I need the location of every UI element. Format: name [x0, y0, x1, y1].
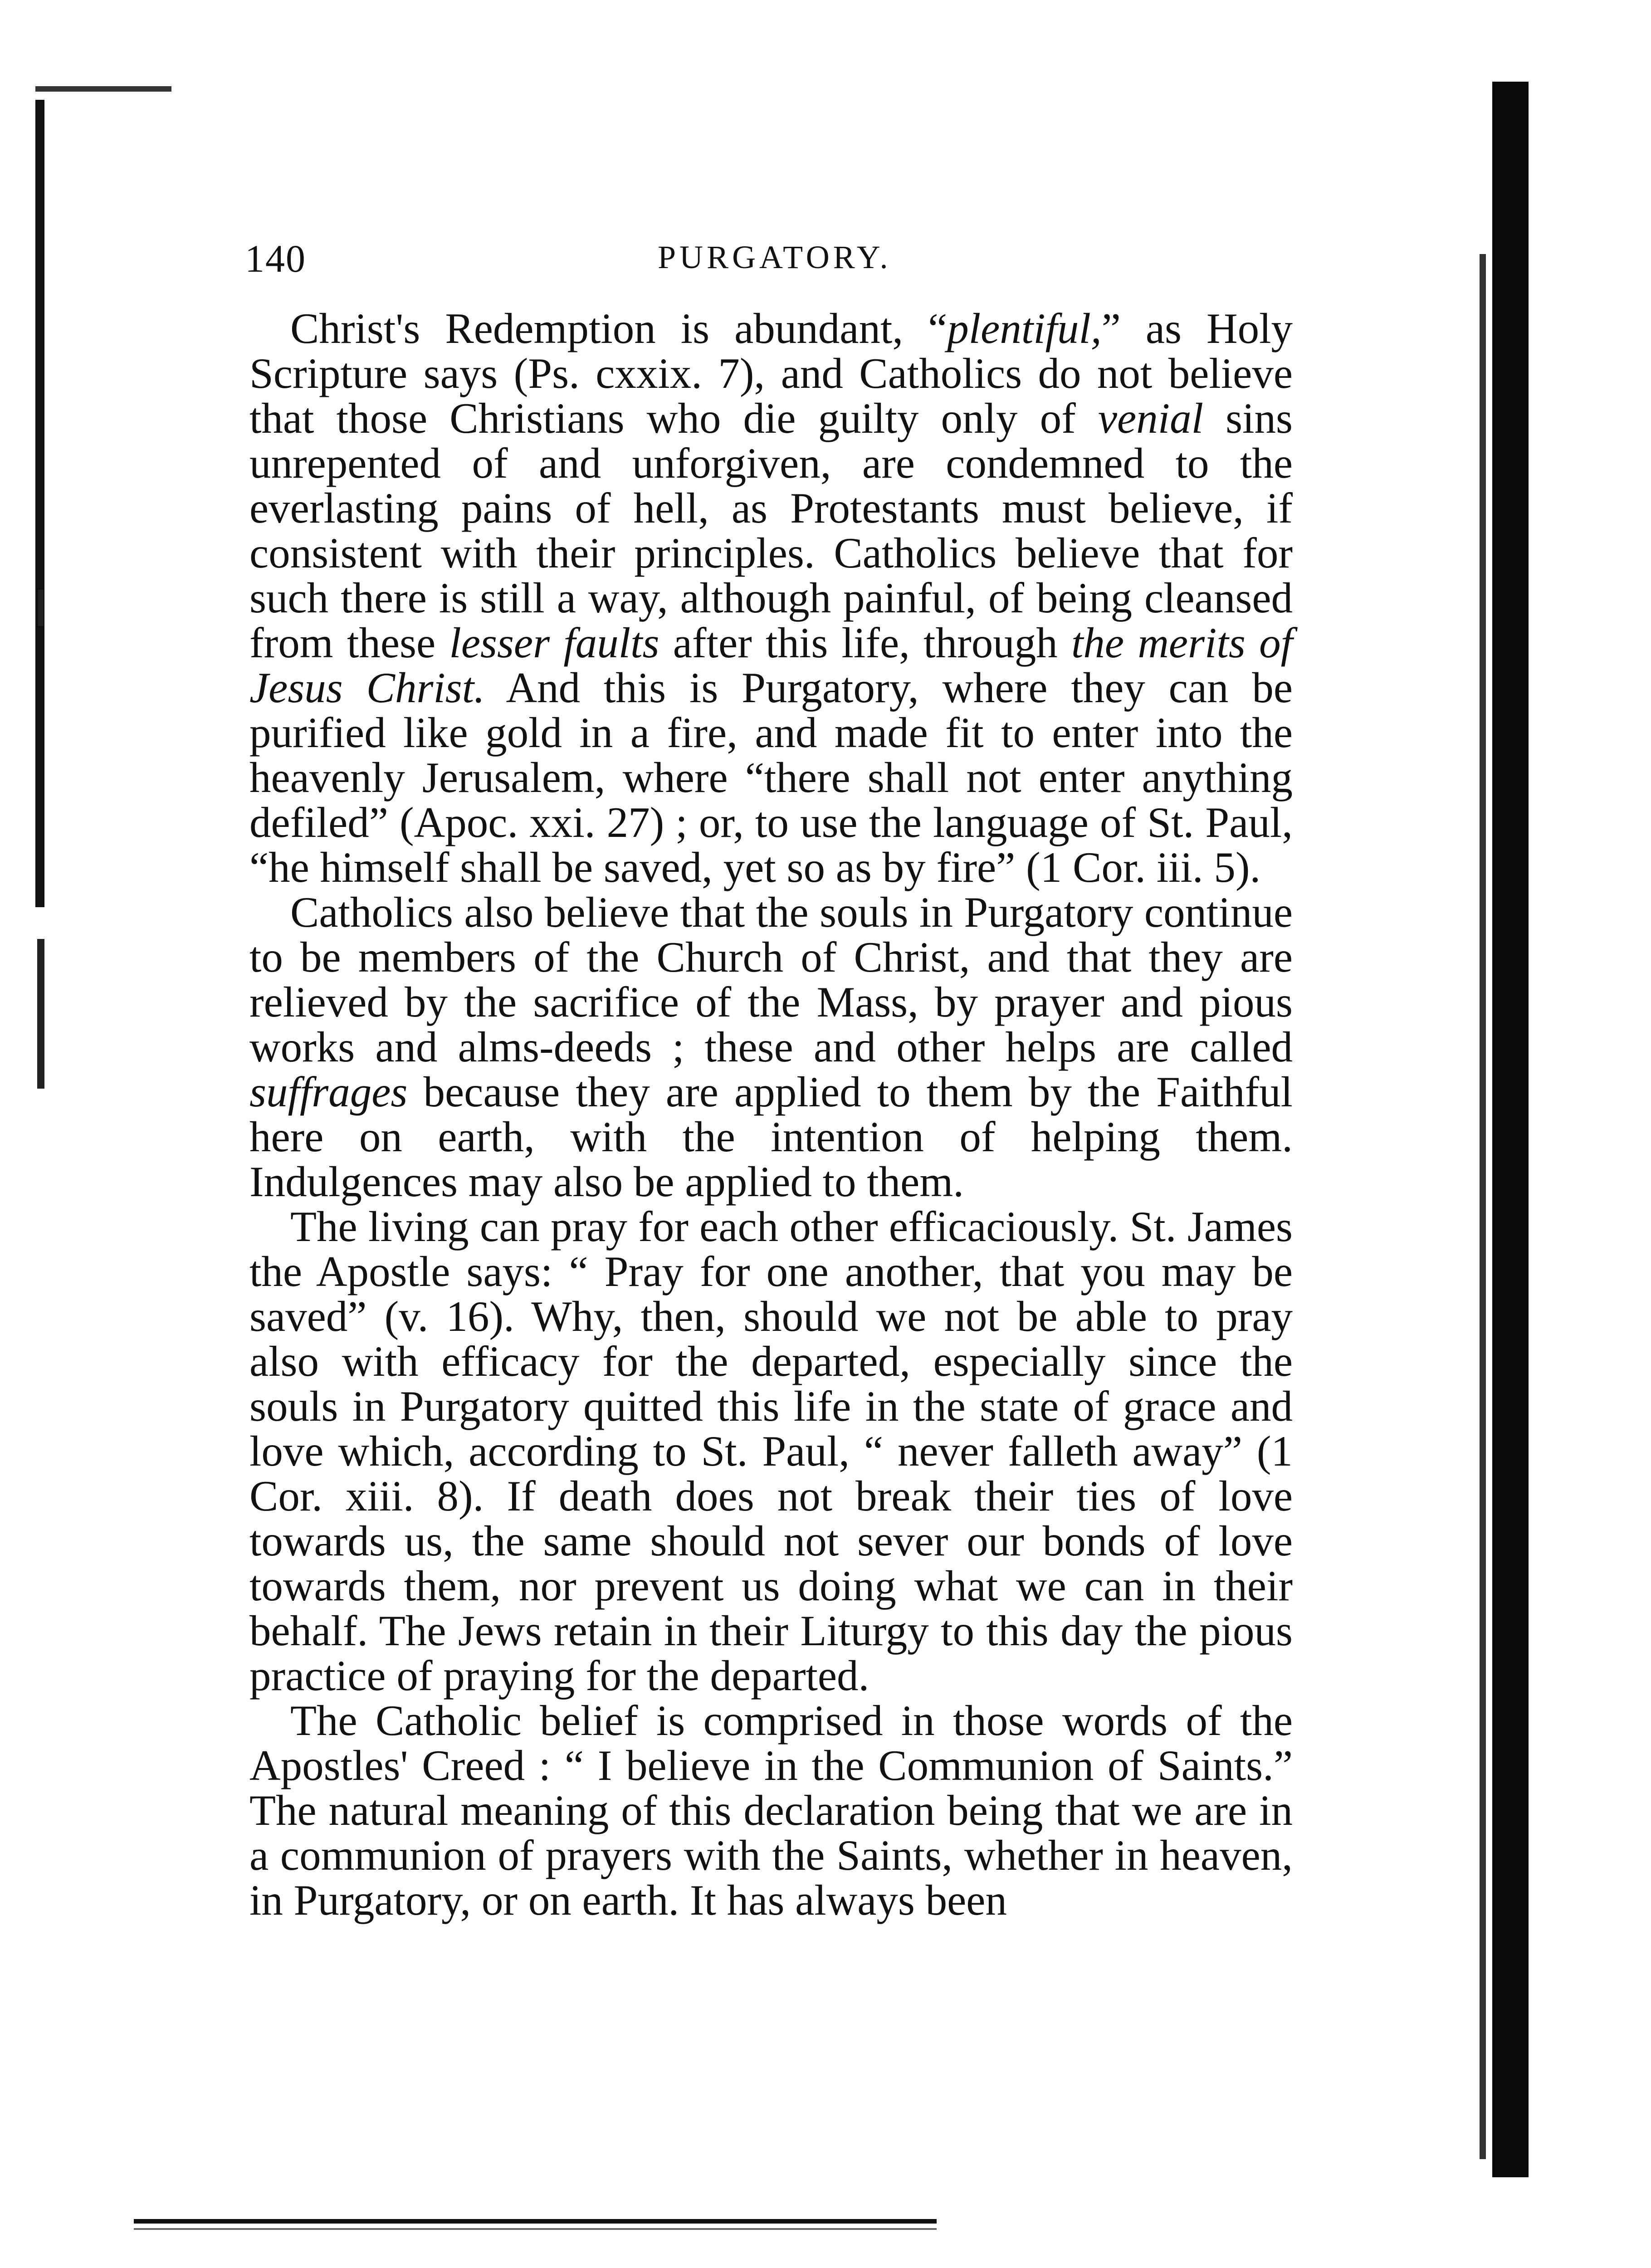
text-segment: And this is Purgatory, where they can be purified like gold in a fire, and made fit to enter into the heavenly Jerusalem, where “there shall not enter anything defiled” (Apoc. xxi. 27) ; or, to use the language of St. Paul, “he himself shall be saved, yet so as by fire” (1 Cor. iii. 5).: [249, 664, 1293, 891]
text-segment: ” as Holy Scripture says (Ps. cxxix. 7), and Catholics do not believe that those Christians who die guilty only of: [249, 304, 1293, 442]
italic-text: suffrages: [249, 1068, 408, 1116]
scan-edge-top-left: [35, 86, 171, 92]
running-title: PURGATORY.: [658, 239, 892, 275]
text-segment: The living can pray for each other efficaciously. St. James the Apostle says: “ Pray for one another, that you may be saved” (v. 16). Why, then, should we not be able to pray also with efficacy for the departed, especially since the souls in Purgatory quitted this life in the state of grace and love which, according to St. Paul, “ never falleth away” (1 Cor. xiii. 8). If death does not break their ties of love towards us, the same should not sever our bonds of love towards them, nor prevent us doing what we can in their behalf. The Jews retain in their Liturgy to this day the pious practice of praying for the departed.: [249, 1202, 1293, 1700]
paragraph: [249, 306, 1293, 890]
text-segment: The Catholic belief is comprised in those words of the Apostles' Creed : “ I believe in the Communion of Saints.” The natural meaning of this declaration being that we are in a communion of prayers with the Saints, whether in heaven, in Purgatory, or on earth. It has always been: [249, 1696, 1293, 1924]
scan-edge-right-inner: [1480, 254, 1486, 2159]
paragraph: [249, 1204, 1293, 1698]
paragraph: [249, 1698, 1293, 1923]
paragraph: [249, 890, 1293, 1204]
body-text: [249, 306, 1293, 1923]
italic-text: venial: [1098, 394, 1203, 442]
text-segment: sins unrepented of and unforgiven, are condemned to the everlasting pains of hell, as Protestants must believe, if consistent with their principles. Catholics believe that for such there is still a way, although painful, of being cleansed from these: [249, 394, 1293, 667]
bottom-rule: [134, 2219, 937, 2224]
scan-edge-left: [35, 100, 44, 907]
page-number: 140: [245, 237, 306, 280]
bottom-rule-shadow: [134, 2228, 937, 2230]
italic-text: lesser faults: [449, 619, 659, 667]
scan-edge-left-mark: [38, 590, 44, 626]
text-segment: Christ's Redemption is abundant, “: [290, 304, 948, 352]
scan-edge-right: [1492, 82, 1529, 2177]
text-segment: after this life, through: [659, 619, 1071, 667]
page-header: [245, 236, 1306, 286]
italic-text: the merits of Jesus Christ.: [249, 619, 1293, 712]
text-segment: because they are applied to them by the Faithful here on earth, with the intention of helping them. Indulgences may also be applied to them.: [249, 1068, 1293, 1206]
scan-edge-left-lower: [37, 939, 44, 1089]
italic-text: plentiful,: [947, 304, 1102, 352]
text-segment: Catholics also believe that the souls in Purgatory continue to be members of the Church of Christ, and that they are relieved by the sacrifice of the Mass, by prayer and pious works and alms-deeds ; these and other helps are called: [249, 888, 1293, 1071]
